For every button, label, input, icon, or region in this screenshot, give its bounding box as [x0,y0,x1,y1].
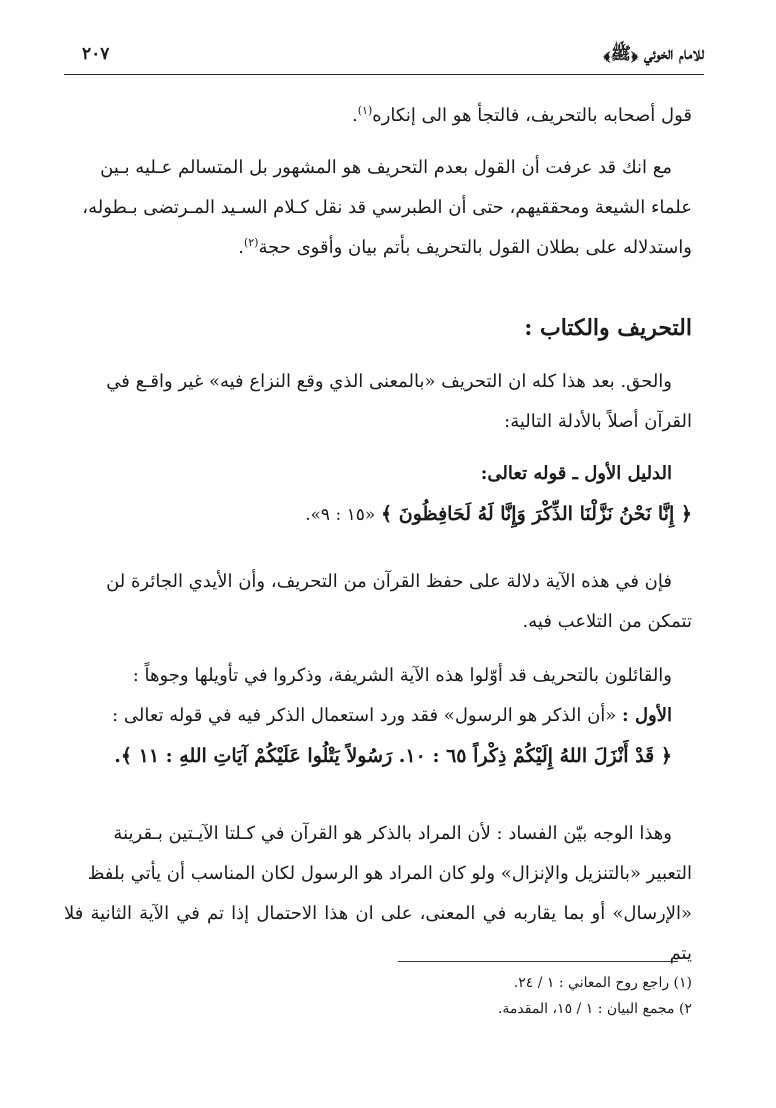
footnote-marker-1: (١) [357,104,373,117]
first-interpretation-label: الأول : [622,705,672,726]
paragraph-2-end: . [238,237,244,258]
quran-verse-2: ﴿ قَدْ أَنْزَلَ اللهُ إِلَيْكُمْ ذِكْراً ٦٥ : ١٠. رَسُولاً يَتْلُوا عَلَيْكُمْ آيَاتِ اللهِ : ١١ ﴾. [114,745,672,767]
paragraph-3-line-1: والحق. بعد هذا كله ان التحريف «بالمعنى الذي وقع النزاع فيه» غير واقـع في [106,371,672,392]
running-title: للامام الخوئي ﴿ﷺ﴾ [603,44,704,64]
paragraph-1-text: قول أصحابه بالتحريف، فالتجأ هو الى إنكاره [372,105,692,126]
evidence-one-block [64,454,692,535]
paragraph-5-line-2: تتمكن من التلاعب فيه. [522,611,692,632]
paragraph-5 [64,562,692,642]
paragraph-2-line-1: مع انك قد عرفت أن القول بعدم التحريف هو المشهور بل المتسالم عـليه بـين [100,157,672,178]
paragraph-8 [64,814,692,974]
verse-1-reference: «١٥ : ٩». [305,505,376,525]
paragraph-6-text: والقائلون بالتحريف قد أوّلوا هذه الآية الشريفة، وذكروا في تأويلها وجوهاً : [132,665,672,686]
section-heading-block [64,308,692,348]
footnote-2: ٢) مجمع البيان : ١ / ١٥، المقدمة. [497,1001,692,1017]
paragraph-5-line-1: فإن في هذه الآية دلالة على حفظ القرآن من التحريف، وأن الأيدي الجائرة لن [106,571,672,592]
paragraph-1-end: . [352,105,358,126]
footnote-1: (١) راجع روح المعاني : ١ / ٢٤. [513,975,692,991]
footnote-divider [398,961,678,962]
paragraph-3-line-2: القرآن أصلاً بالأدلة التالية: [504,411,692,432]
paragraph-2-line-3: واستدلاله على بطلان القول بالتحريف بأتم بيان وأقوى حجة [258,237,692,258]
paragraph-2-line-2: علماء الشيعة ومحققيهم، حتى أن الطبرسي قد نقل كـلام السـيد المـرتضى بـطوله، [82,197,692,218]
paragraph-2 [64,148,692,268]
paragraph-6 [64,656,692,777]
paragraph-1 [64,96,692,136]
footnote-marker-2: (٢) [243,236,259,249]
evidence-one-title: الدليل الأول ـ قوله تعالى: [480,463,672,484]
first-interpretation-text: «أن الذكر هو الرسول» فقد ورد استعمال الذكر فيه في قوله تعالى : [112,705,623,726]
section-heading: التحريف والكتاب : [524,315,692,341]
paragraph-3 [64,362,692,442]
footnotes [300,970,692,1022]
paragraph-8-line-2: التعبير «بالتنزيل والإنزال» ولو كان المراد هو الرسول لكان المناسب أن يأتي بلفظ [87,863,692,884]
paragraph-8-line-3: «الإرسال» أو بما يقاربه في المعنى، على ان هذا الاحتمال إذا تم في الآية الثانية فلا يتم [64,903,692,964]
paragraph-8-line-1: وهذا الوجه بيّن الفساد : لأن المراد بالذكر هو القرآن في كـلتا الآيـتين بـقرينة [113,823,672,844]
quran-verse-1: ﴿ إِنَّا نَحْنُ نَزَّلْنَا الذِّكْرَ وَإِنَّا لَهُ لَحَافِظُونَ ﴾ [381,503,692,525]
page-header [64,38,704,75]
page-number: ٢٠٧ [82,44,110,64]
